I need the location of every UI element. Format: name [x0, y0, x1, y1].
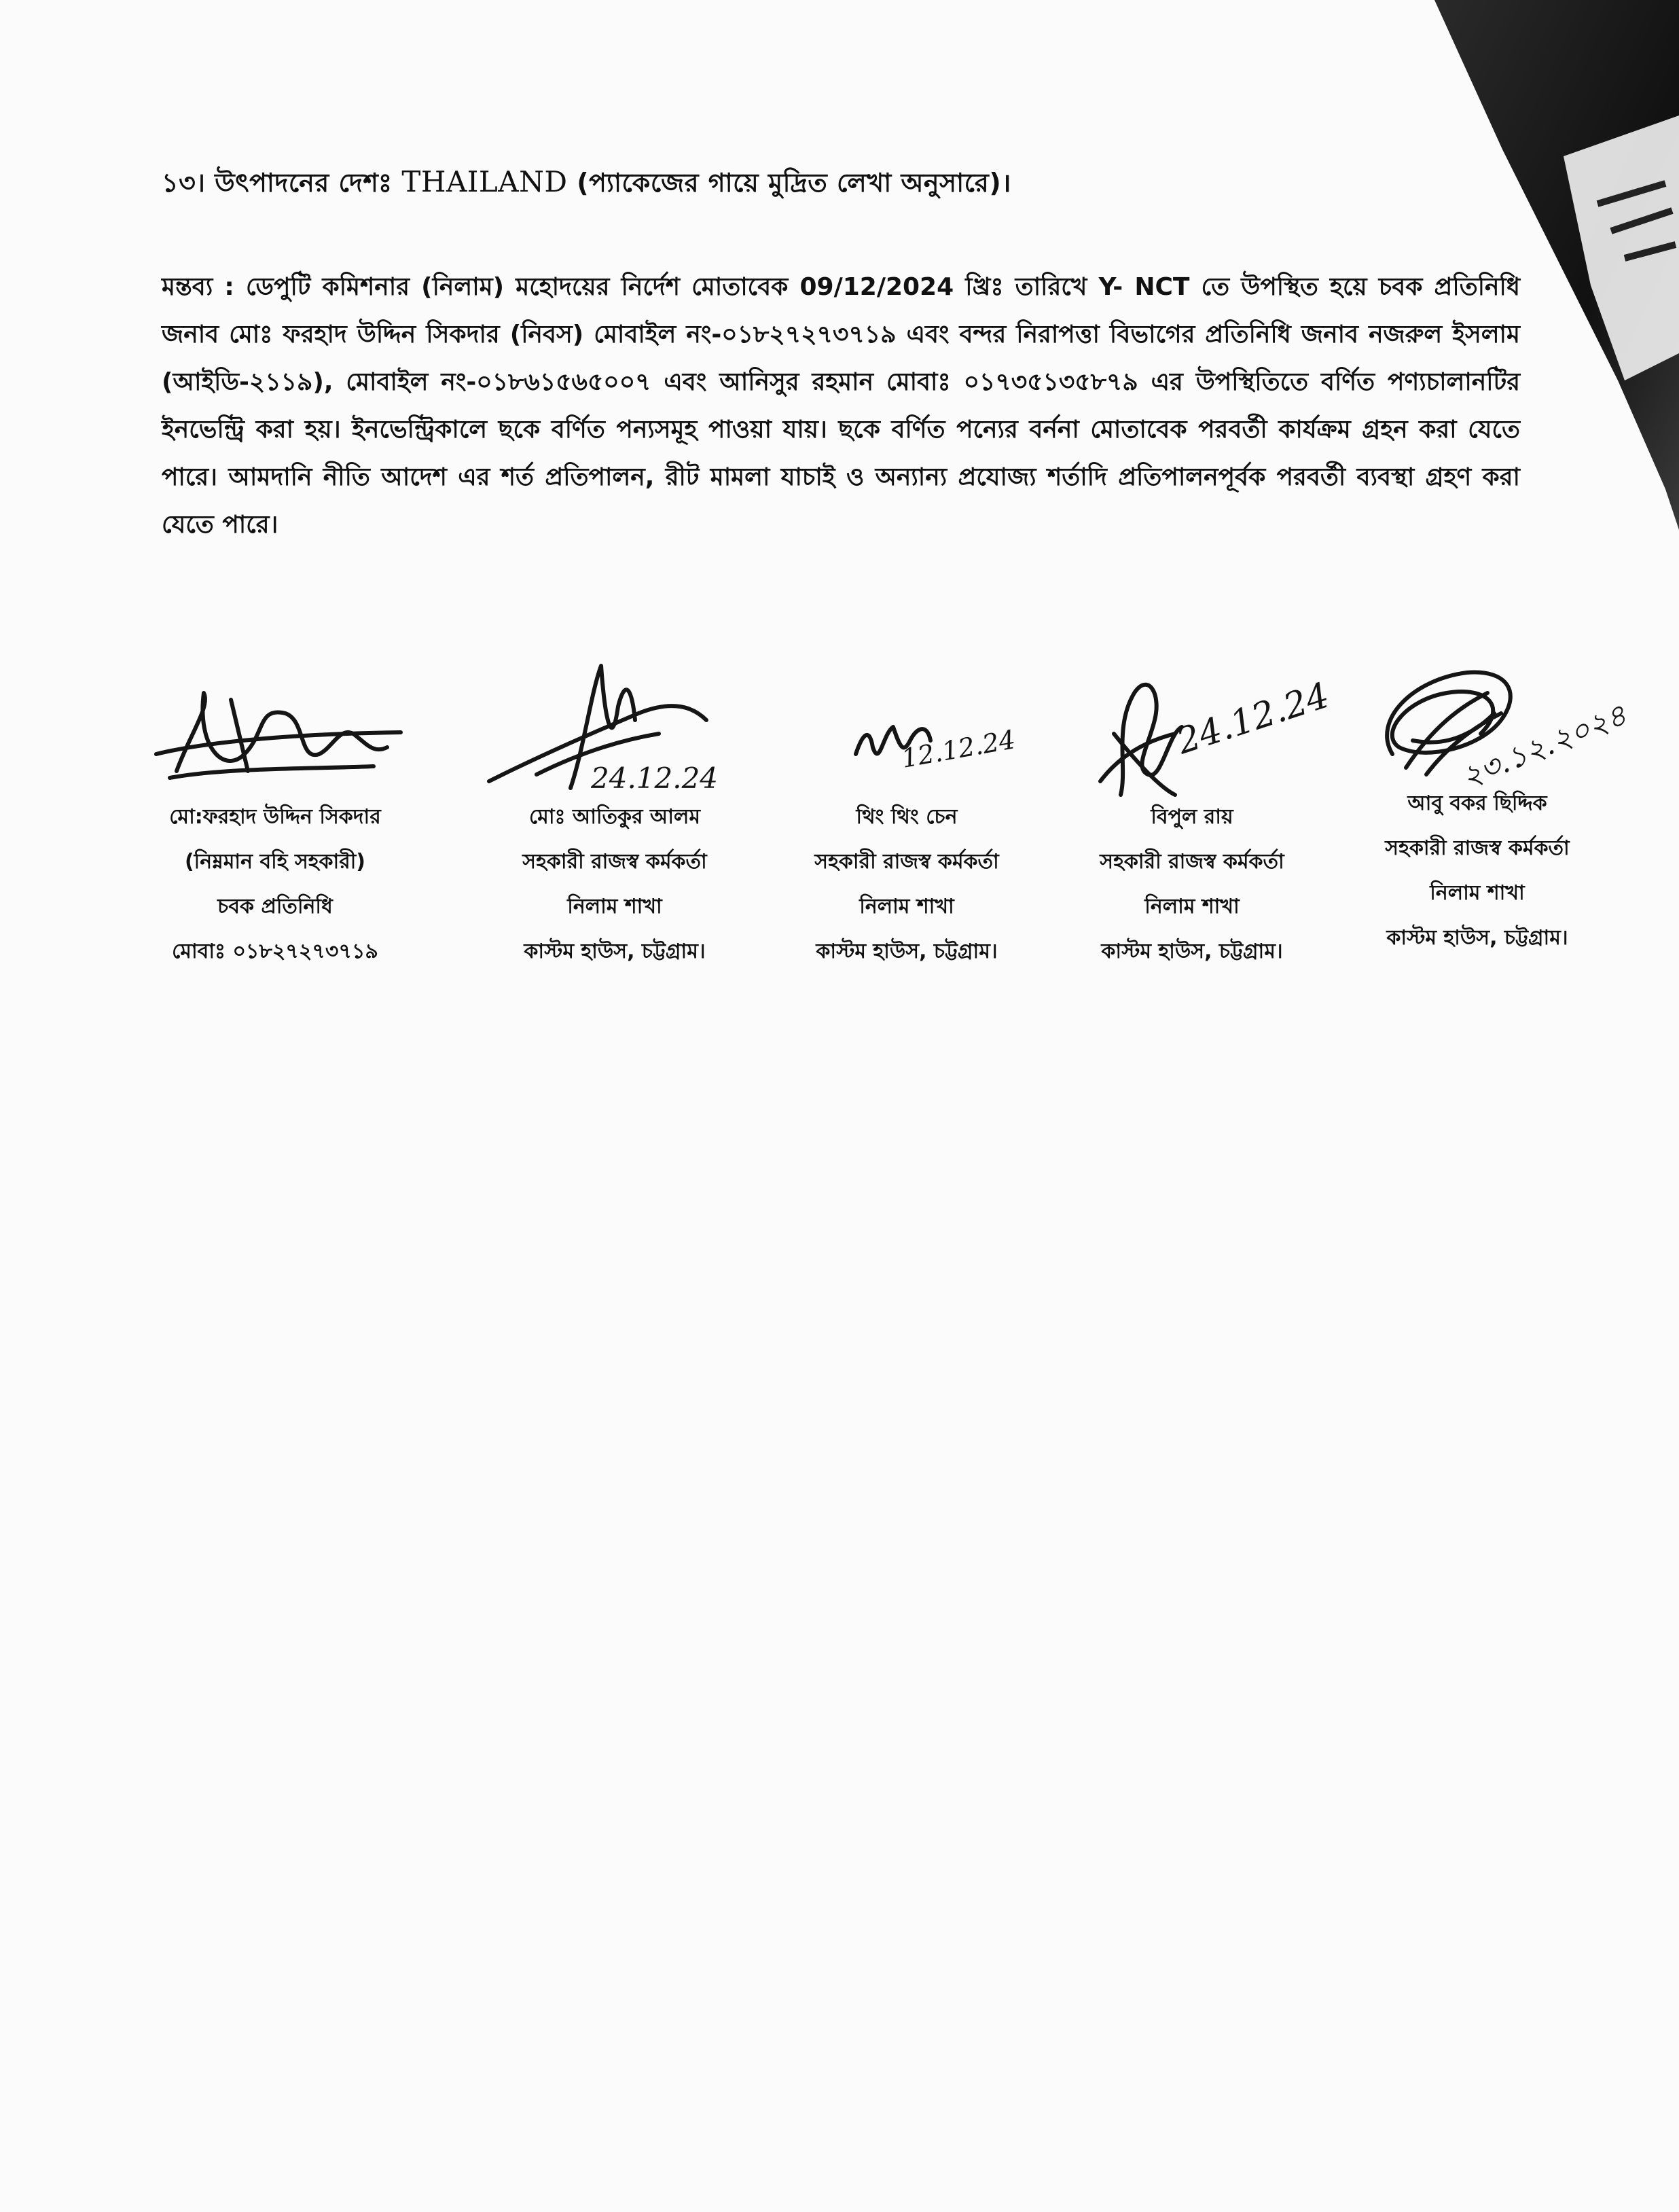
signatory-3-address: কাস্টম হাউস, চট্টগ্রাম। — [816, 940, 998, 963]
signatory-4-address: কাস্টম হাউস, চট্টগ্রাম। — [1101, 940, 1283, 963]
signatory-3-signature-date: 12.12.24 — [899, 724, 1018, 774]
item-13-suffix: (প্যাকেজের গায়ে মুদ্রিত লেখা অনুসারে)। — [577, 168, 1012, 198]
signatory-5-name: আবু বকর ছিদ্দিক — [1407, 791, 1547, 815]
signatory-3-name: থিং থিং চেন — [856, 805, 958, 829]
remark-text: ডেপুটি কমিশনার (নিলাম) মহোদয়ের নির্দেশ মোতাবেক 09/12/2024 খ্রিঃ তারিখে Y- NCT তে উপস্থিত হয়ে চবক প্রতিনিধি জনাব মোঃ ফরহাদ উদ্দিন সিকদার (নিবস) মোবাইল নং-০১৮২৭২৭৩৭১৯ এবং বন্দর নিরাপত্তা বিভাগের প্রতিনিধি জনাব নজরুল ইসলাম (আইডি-২১১৯), মোবাইল নং-০১৮৬১৫৬৫০০৭ এবং আনিসুর রহমান মোবাঃ ০১৭৩৫১৩৫৮৭৯ এর উপস্থিতিতে বর্ণিত পণ্যচালানটির ইনভেন্ট্রি করা হয়। ইনভেন্ট্রিকালে ছকে বর্ণিত পন্যসমূহ পাওয়া যায়। ছকে বর্ণিত পন্যের বর্ননা মোতাবেক পরবর্তী কার্যক্রম গ্রহন করা যেতে পারে। আমদানি নীতি আদেশ এর শর্ত প্রতিপালন, রীট মামলা যাচাই ও অন্যান্য প্রযোজ্য শর্তাদি প্রতিপালনপূর্বক পরবর্তী ব্যবস্থা গ্রহণ করা যেতে পারে। — [162, 273, 1520, 539]
remark-paragraph — [162, 264, 1520, 549]
signatory-2-address: কাস্টম হাউস, চট্টগ্রাম। — [524, 940, 706, 963]
signatory-4-signature-date: 24.12.24 — [1172, 675, 1335, 763]
signatory-2-name: মোঃ আতিকুর আলম — [529, 805, 700, 829]
signatory-4-name: বিপুল রায় — [1151, 805, 1233, 829]
signature-block-5 — [1331, 652, 1632, 992]
signatory-5-address: কাস্টম হাউস, চট্টগ্রাম। — [1386, 926, 1568, 950]
signature-block-2 — [469, 652, 761, 992]
signatory-1-office: চবক প্রতিনিধি — [217, 895, 333, 918]
signatory-5-office: নিলাম শাখা — [1430, 881, 1525, 905]
signatory-1-designation: (নিম্নমান বহি সহকারী) — [184, 850, 366, 874]
handwritten-signature-1 — [129, 652, 421, 808]
signatory-4-office: নিলাম শাখা — [1144, 895, 1240, 918]
item-13-country-of-origin — [162, 163, 1011, 207]
signature-block-1 — [129, 652, 421, 992]
handwritten-signature-4 — [1046, 652, 1338, 808]
signatory-2-designation: সহকারী রাজস্ব কর্মকর্তা — [522, 850, 707, 874]
signatory-4-designation: সহকারী রাজস্ব কর্মকর্তা — [1100, 850, 1284, 874]
signatory-1-mobile: মোবাঃ ০১৮২৭২৭৩৭১৯ — [172, 940, 378, 963]
signature-block-3 — [761, 652, 1053, 992]
signatory-2-office: নিলাম শাখা — [567, 895, 662, 918]
signatory-3-office: নিলাম শাখা — [859, 895, 954, 918]
signatory-3-designation: সহকারী রাজস্ব কর্মকর্তা — [814, 850, 999, 874]
signatory-2-signature-date: 24.12.24 — [591, 762, 719, 795]
signatory-1-name: মো:ফরহাদ উদ্দিন সিকদার — [169, 805, 381, 829]
signature-block-4 — [1046, 652, 1338, 992]
item-13-country: THAILAND — [401, 165, 568, 198]
handwritten-signature-2 — [469, 652, 761, 808]
signatory-5-signature-date: ২৩.১২.২০২৪ — [1457, 697, 1632, 796]
handwritten-signature-3 — [761, 652, 1053, 808]
remark-label: মন্তব্য : — [162, 273, 234, 301]
item-13-prefix: ১৩। উৎপাদনের দেশঃ — [162, 168, 393, 198]
signatory-5-designation: সহকারী রাজস্ব কর্মকর্তা — [1385, 836, 1570, 860]
